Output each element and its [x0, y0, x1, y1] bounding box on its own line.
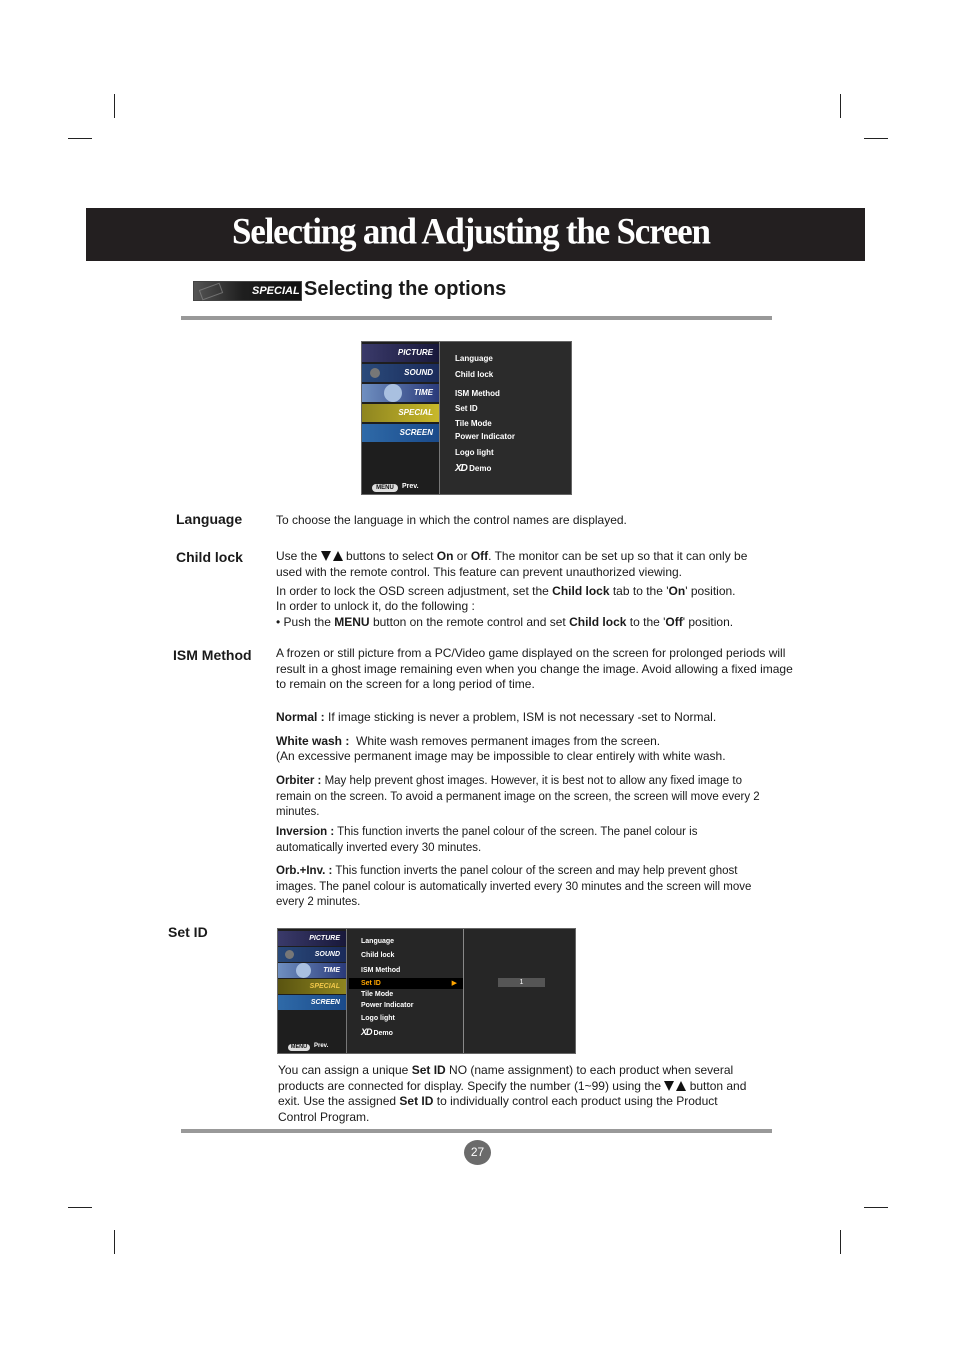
osd-prev-label: Prev. — [314, 1043, 329, 1049]
osd-item-set-id-selected: Set ID ▶ — [349, 978, 463, 989]
text-ism-orbiter: Orbiter : May help prevent ghost images. However, it is best not to allow any fixed image to remain on the screen. To avoid a permanent image on the screen, the screen will move every 2 minutes. — [276, 775, 760, 818]
osd-item-logo-light: Logo light — [361, 1015, 395, 1022]
osd-tab-time: TIME — [362, 384, 439, 402]
page-title: Selecting and Adjusting the Screen — [232, 211, 710, 252]
text-ism-normal: Normal : If image sticking is never a problem, ISM is not necessary -set to Normal. — [276, 710, 717, 724]
osd-item-ism-method: ISM Method — [455, 389, 500, 398]
text-child-lock-p4: • Push the MENU button on the remote control and set Child lock to the 'Off' position. — [276, 615, 734, 629]
osd-item-language: Language — [455, 354, 493, 363]
crop-mark — [864, 138, 888, 139]
osd-menu-button: MENU — [288, 1044, 310, 1051]
osd-item-power-indicator: Power Indicator — [361, 1002, 414, 1009]
top-rule — [181, 316, 772, 320]
crop-mark — [864, 1207, 888, 1208]
osd-item-set-id: Set ID — [455, 404, 478, 413]
osd-divider — [463, 929, 464, 1053]
section-heading: Selecting the options — [304, 278, 507, 300]
osd-tab-special: SPECIAL — [362, 404, 439, 422]
osd-tab-sound: SOUND — [278, 947, 346, 962]
osd-item-ism-method: ISM Method — [361, 967, 401, 974]
crop-mark — [840, 94, 841, 118]
text-child-lock-p2: In order to lock the OSD screen adjustment, set the Child lock tab to the 'On' position. — [276, 584, 736, 598]
xd-logo: XD — [455, 463, 467, 474]
label-set-id: Set ID — [168, 924, 208, 940]
set-id-value-box: 1 — [498, 978, 545, 987]
right-arrow-icon: ▶ — [451, 980, 457, 987]
label-ism-method: ISM Method — [173, 647, 252, 663]
osd-item-tile-mode: Tile Mode — [455, 419, 492, 428]
osd-tab-picture: PICTURE — [278, 931, 346, 946]
xd-logo: XD — [361, 1027, 372, 1037]
bottom-rule — [181, 1129, 772, 1133]
speaker-icon — [285, 950, 294, 959]
osd-item-language: Language — [361, 938, 395, 945]
osd-tab-picture: PICTURE — [362, 344, 439, 362]
crop-mark — [114, 94, 115, 118]
osd-item-child-lock: Child lock — [455, 370, 494, 379]
page-number: 27 — [464, 1140, 491, 1165]
osd-tab-column — [362, 342, 440, 494]
clock-icon — [296, 963, 311, 978]
osd-item-demo: XD Demo — [455, 463, 492, 474]
text-ism-inversion: Inversion : This function inverts the panel colour of the screen. The panel colour is automatically inverted every 30 minutes. — [276, 826, 698, 854]
title-bar — [86, 208, 865, 261]
osd-menu — [361, 341, 572, 495]
osd-tab-column — [278, 929, 347, 1053]
crop-mark — [840, 1230, 841, 1254]
up-arrow-icon — [676, 1081, 686, 1091]
special-badge-label: SPECIAL — [252, 285, 300, 297]
osd-item-demo: XD Demo — [361, 1027, 393, 1037]
label-child-lock: Child lock — [176, 549, 243, 565]
osd-item-logo-light: Logo light — [455, 448, 494, 457]
up-arrow-icon — [333, 551, 343, 561]
osd-tab-screen: SCREEN — [278, 995, 346, 1010]
crop-mark — [114, 1230, 115, 1254]
label-language: Language — [176, 511, 243, 527]
down-arrow-icon — [321, 551, 331, 561]
speaker-icon — [370, 368, 380, 378]
text-ism-whitewash-note: (An excessive permanent image may be impossible to clear entirely with white wash. — [276, 749, 726, 763]
osd-menu-setid — [277, 928, 576, 1054]
osd-prev-label: Prev. — [402, 483, 419, 490]
text-child-lock-p1: Use the buttons to select On or Off. The monitor can be set up so that it can only be used with the remote control. This feature can prevent unauthorized viewing. — [276, 549, 748, 579]
special-badge — [193, 281, 302, 301]
osd-tab-screen: SCREEN — [362, 424, 439, 442]
osd-item-child-lock: Child lock — [361, 952, 395, 959]
crop-mark — [68, 1207, 92, 1208]
osd-tab-time: TIME — [278, 963, 346, 978]
clock-icon — [384, 384, 402, 402]
osd-menu-button: MENU — [372, 484, 398, 492]
osd-item-tile-mode: Tile Mode — [361, 991, 394, 998]
text-ism-intro: A frozen or still picture from a PC/Video game displayed on the screen for prolonged periods will result in a ghost image remaining even when you change the image. Avoid allowing a fixed image to remain on the screen for a long period of time. — [276, 646, 793, 691]
osd-item-power-indicator: Power Indicator — [455, 432, 516, 441]
crop-mark — [68, 138, 92, 139]
osd-tab-sound: SOUND — [362, 364, 439, 382]
text-ism-whitewash: White wash : White wash removes permanent images from the screen. — [276, 734, 661, 748]
text-language: To choose the language in which the control names are displayed. — [276, 513, 627, 527]
special-badge-graphic — [199, 283, 223, 301]
down-arrow-icon — [664, 1081, 674, 1091]
text-ism-orbinv: Orb.+Inv. : This function inverts the panel colour of the screen and may help prevent ghost images. The panel colour is automatically inverted every 30 minutes and the screen will move every 2 minutes. — [276, 865, 752, 908]
text-child-lock-p3: In order to unlock it, do the following : — [276, 599, 475, 613]
osd-tab-special: SPECIAL — [278, 979, 346, 994]
text-set-id: You can assign a unique Set ID NO (name assignment) to each product when several products are connected for display. Specify the number (1~99) using the button and exit. Use the assigned Set ID to individually control each product using the Product Control Program. — [278, 1063, 747, 1124]
